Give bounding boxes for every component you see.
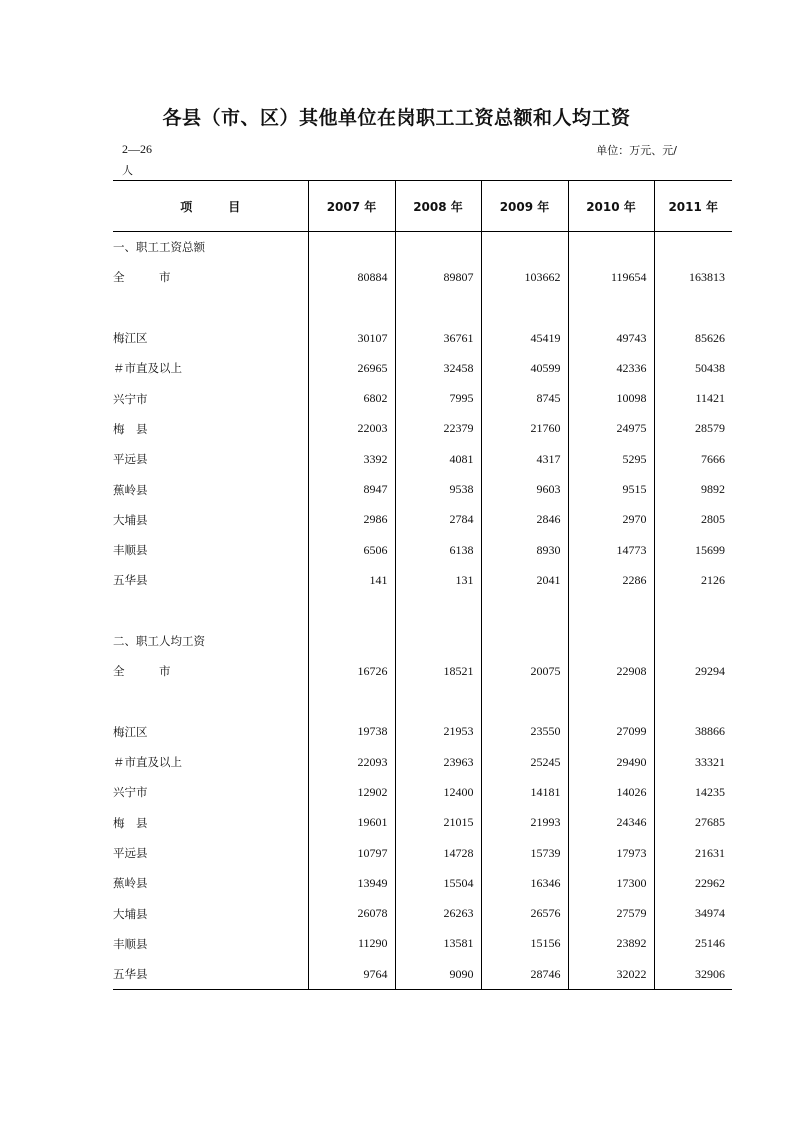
value-cell: 9764 bbox=[308, 959, 395, 990]
value-cell: 22908 bbox=[568, 656, 654, 686]
empty-cell bbox=[654, 232, 732, 263]
value-cell: 22093 bbox=[308, 747, 395, 777]
table-row bbox=[113, 474, 732, 504]
blank-row bbox=[113, 686, 732, 716]
value-cell: 119654 bbox=[568, 262, 654, 292]
row-label: 兴宁市 bbox=[113, 785, 148, 800]
value-cell: 32458 bbox=[395, 353, 481, 383]
row-label: 兴宁市 bbox=[113, 391, 148, 406]
value-cell: 9515 bbox=[568, 474, 654, 504]
value-cell: 21015 bbox=[395, 808, 481, 838]
header-year-2009: 2009 年 bbox=[481, 181, 568, 232]
value-cell: 9090 bbox=[395, 959, 481, 990]
section-gap-row bbox=[113, 596, 732, 626]
row-label: ＃市直及以上 bbox=[113, 755, 182, 770]
row-label: 五华县 bbox=[113, 573, 148, 588]
blank-row bbox=[113, 293, 732, 323]
empty-cell bbox=[481, 686, 568, 716]
value-cell: 20075 bbox=[481, 656, 568, 686]
row-label: 平远县 bbox=[113, 846, 148, 861]
value-cell: 21760 bbox=[481, 414, 568, 444]
value-cell: 30107 bbox=[308, 323, 395, 353]
value-cell: 11421 bbox=[654, 383, 732, 413]
table-row bbox=[113, 444, 732, 474]
value-cell: 38866 bbox=[654, 717, 732, 747]
value-cell: 16346 bbox=[481, 868, 568, 898]
value-cell: 12902 bbox=[308, 777, 395, 807]
value-cell: 6138 bbox=[395, 535, 481, 565]
value-cell: 24346 bbox=[568, 808, 654, 838]
table-row bbox=[113, 929, 732, 959]
row-label: 梅 县 bbox=[113, 421, 148, 436]
value-cell: 28579 bbox=[654, 414, 732, 444]
value-cell: 2846 bbox=[481, 505, 568, 535]
empty-cell bbox=[654, 293, 732, 323]
value-cell: 19601 bbox=[308, 808, 395, 838]
empty-cell bbox=[395, 596, 481, 626]
value-cell: 9603 bbox=[481, 474, 568, 504]
header-year-2007: 2007 年 bbox=[308, 181, 395, 232]
table-row bbox=[113, 656, 732, 686]
empty-cell bbox=[395, 232, 481, 263]
value-cell: 27685 bbox=[654, 808, 732, 838]
value-cell: 2126 bbox=[654, 565, 732, 595]
empty-cell bbox=[481, 232, 568, 263]
value-cell: 7666 bbox=[654, 444, 732, 474]
row-label: 大埔县 bbox=[113, 906, 148, 921]
table-row bbox=[113, 808, 732, 838]
value-cell: 89807 bbox=[395, 262, 481, 292]
value-cell: 21953 bbox=[395, 717, 481, 747]
value-cell: 26965 bbox=[308, 353, 395, 383]
row-label: 梅 县 bbox=[113, 815, 148, 830]
value-cell: 2286 bbox=[568, 565, 654, 595]
value-cell: 45419 bbox=[481, 323, 568, 353]
header-year-2011: 2011 年 bbox=[654, 181, 732, 232]
value-cell: 13581 bbox=[395, 929, 481, 959]
table-row bbox=[113, 565, 732, 595]
value-cell: 6802 bbox=[308, 383, 395, 413]
value-cell: 19738 bbox=[308, 717, 395, 747]
value-cell: 40599 bbox=[481, 353, 568, 383]
value-cell: 34974 bbox=[654, 899, 732, 929]
value-cell: 49743 bbox=[568, 323, 654, 353]
table-row bbox=[113, 262, 732, 292]
value-cell: 16726 bbox=[308, 656, 395, 686]
table-row bbox=[113, 414, 732, 444]
row-label: 全 市 bbox=[113, 270, 171, 285]
value-cell: 22379 bbox=[395, 414, 481, 444]
value-cell: 2041 bbox=[481, 565, 568, 595]
value-cell: 23892 bbox=[568, 929, 654, 959]
table-row bbox=[113, 505, 732, 535]
row-label: 大埔县 bbox=[113, 512, 148, 527]
value-cell: 163813 bbox=[654, 262, 732, 292]
unit-label: 单位：万元、元/ bbox=[596, 144, 677, 157]
value-cell: 15156 bbox=[481, 929, 568, 959]
empty-cell bbox=[308, 232, 395, 263]
row-label: 梅江区 bbox=[113, 331, 148, 346]
value-cell: 33321 bbox=[654, 747, 732, 777]
row-label: 丰顺县 bbox=[113, 936, 148, 951]
value-cell: 15699 bbox=[654, 535, 732, 565]
value-cell: 141 bbox=[308, 565, 395, 595]
empty-cell bbox=[481, 626, 568, 656]
value-cell: 17973 bbox=[568, 838, 654, 868]
value-cell: 4081 bbox=[395, 444, 481, 474]
empty-cell bbox=[308, 293, 395, 323]
value-cell: 14181 bbox=[481, 777, 568, 807]
row-label: 五华县 bbox=[113, 959, 308, 990]
table-row bbox=[113, 868, 732, 898]
empty-cell bbox=[308, 626, 395, 656]
value-cell: 14235 bbox=[654, 777, 732, 807]
header-year-2010: 2010 年 bbox=[568, 181, 654, 232]
value-cell: 17300 bbox=[568, 868, 654, 898]
empty-cell bbox=[113, 596, 308, 626]
empty-cell bbox=[395, 293, 481, 323]
header-item: 项 目 bbox=[113, 181, 308, 232]
section-heading-row bbox=[113, 626, 732, 656]
empty-cell bbox=[481, 596, 568, 626]
value-cell: 27099 bbox=[568, 717, 654, 747]
value-cell: 36761 bbox=[395, 323, 481, 353]
value-cell: 8745 bbox=[481, 383, 568, 413]
value-cell: 2805 bbox=[654, 505, 732, 535]
table-row bbox=[113, 383, 732, 413]
value-cell: 6506 bbox=[308, 535, 395, 565]
row-label: 全 市 bbox=[113, 664, 171, 679]
empty-cell bbox=[308, 686, 395, 716]
empty-cell bbox=[654, 626, 732, 656]
empty-cell bbox=[113, 293, 308, 323]
value-cell: 11290 bbox=[308, 929, 395, 959]
table-row bbox=[113, 717, 732, 747]
table-row bbox=[113, 323, 732, 353]
value-cell: 10098 bbox=[568, 383, 654, 413]
value-cell: 29490 bbox=[568, 747, 654, 777]
table-row bbox=[113, 535, 732, 565]
value-cell: 8947 bbox=[308, 474, 395, 504]
value-cell: 18521 bbox=[395, 656, 481, 686]
value-cell: 85626 bbox=[654, 323, 732, 353]
value-cell: 23550 bbox=[481, 717, 568, 747]
value-cell: 27579 bbox=[568, 899, 654, 929]
value-cell: 14773 bbox=[568, 535, 654, 565]
value-cell: 103662 bbox=[481, 262, 568, 292]
value-cell: 7995 bbox=[395, 383, 481, 413]
page-title: 各县（市、区）其他单位在岗职工工资总额和人均工资 bbox=[162, 107, 631, 129]
value-cell: 2784 bbox=[395, 505, 481, 535]
value-cell: 24975 bbox=[568, 414, 654, 444]
value-cell: 5295 bbox=[568, 444, 654, 474]
value-cell: 22003 bbox=[308, 414, 395, 444]
value-cell: 2970 bbox=[568, 505, 654, 535]
value-cell: 131 bbox=[395, 565, 481, 595]
value-cell: 22962 bbox=[654, 868, 732, 898]
empty-cell bbox=[481, 293, 568, 323]
value-cell: 42336 bbox=[568, 353, 654, 383]
value-cell: 21631 bbox=[654, 838, 732, 868]
value-cell: 26263 bbox=[395, 899, 481, 929]
value-cell: 2986 bbox=[308, 505, 395, 535]
row-label: 蕉岭县 bbox=[113, 482, 148, 497]
value-cell: 15739 bbox=[481, 838, 568, 868]
table-body bbox=[113, 232, 732, 990]
table-row bbox=[113, 747, 732, 777]
table-row bbox=[113, 959, 732, 990]
table-header-row bbox=[113, 181, 732, 232]
value-cell: 26078 bbox=[308, 899, 395, 929]
row-label: 平远县 bbox=[113, 452, 148, 467]
value-cell: 50438 bbox=[654, 353, 732, 383]
value-cell: 13949 bbox=[308, 868, 395, 898]
value-cell: 14728 bbox=[395, 838, 481, 868]
empty-cell bbox=[568, 626, 654, 656]
value-cell: 14026 bbox=[568, 777, 654, 807]
value-cell: 10797 bbox=[308, 838, 395, 868]
value-cell: 28746 bbox=[481, 959, 568, 990]
table-row bbox=[113, 899, 732, 929]
empty-cell bbox=[395, 626, 481, 656]
empty-cell bbox=[308, 596, 395, 626]
empty-cell bbox=[113, 686, 308, 716]
row-label: ＃市直及以上 bbox=[113, 361, 182, 376]
table-row bbox=[113, 777, 732, 807]
header-year-2008: 2008 年 bbox=[395, 181, 481, 232]
row-label: 梅江区 bbox=[113, 724, 148, 739]
section-heading: 一、职工工资总额 bbox=[113, 240, 205, 255]
section-heading: 二、职工人均工资 bbox=[113, 634, 205, 648]
value-cell: 25245 bbox=[481, 747, 568, 777]
value-cell: 21993 bbox=[481, 808, 568, 838]
empty-cell bbox=[654, 686, 732, 716]
value-cell: 9538 bbox=[395, 474, 481, 504]
wage-table bbox=[113, 180, 732, 990]
value-cell: 15504 bbox=[395, 868, 481, 898]
value-cell: 8930 bbox=[481, 535, 568, 565]
value-cell: 32906 bbox=[654, 959, 732, 990]
empty-cell bbox=[654, 596, 732, 626]
value-cell: 3392 bbox=[308, 444, 395, 474]
table-row bbox=[113, 838, 732, 868]
row-label: 丰顺县 bbox=[113, 543, 148, 558]
value-cell: 4317 bbox=[481, 444, 568, 474]
empty-cell bbox=[568, 232, 654, 263]
value-cell: 9892 bbox=[654, 474, 732, 504]
value-cell: 80884 bbox=[308, 262, 395, 292]
unit-label-continued: 人 bbox=[122, 164, 133, 177]
value-cell: 12400 bbox=[395, 777, 481, 807]
row-label: 蕉岭县 bbox=[113, 876, 148, 891]
empty-cell bbox=[395, 686, 481, 716]
empty-cell bbox=[568, 293, 654, 323]
value-cell: 26576 bbox=[481, 899, 568, 929]
value-cell: 23963 bbox=[395, 747, 481, 777]
section-heading-row bbox=[113, 232, 732, 263]
empty-cell bbox=[568, 686, 654, 716]
table-code: 2—26 bbox=[122, 142, 152, 156]
value-cell: 25146 bbox=[654, 929, 732, 959]
value-cell: 32022 bbox=[568, 959, 654, 990]
empty-cell bbox=[568, 596, 654, 626]
value-cell: 29294 bbox=[654, 656, 732, 686]
table-row bbox=[113, 353, 732, 383]
